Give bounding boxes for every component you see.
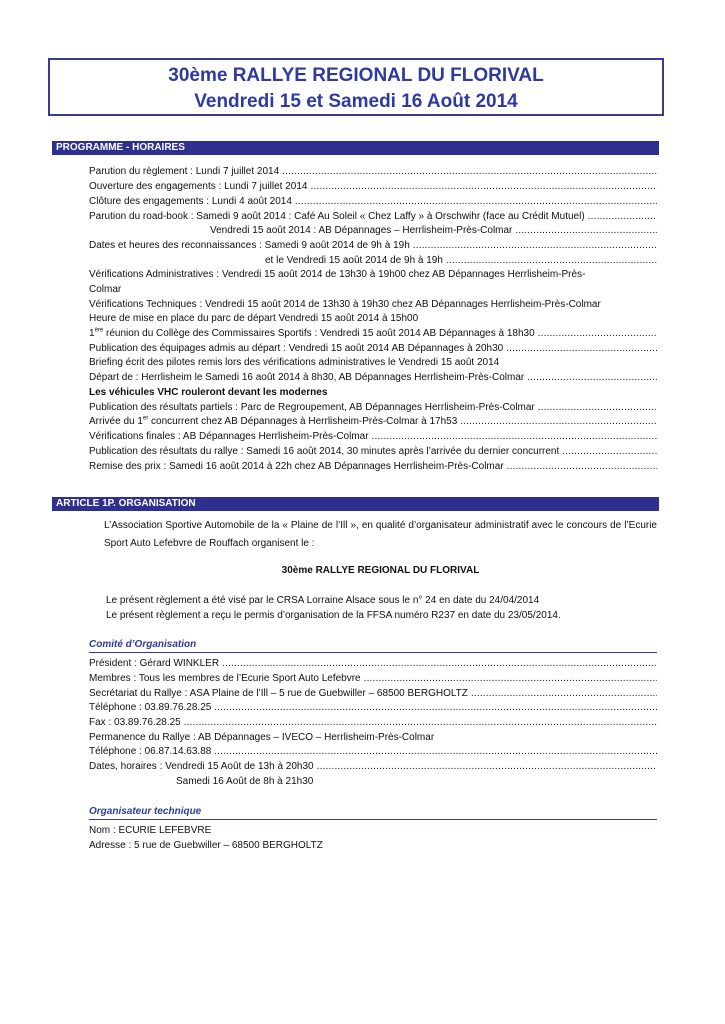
section-heading-programme: PROGRAMME - HORAIRES — [52, 141, 659, 155]
programme-item: Parution du règlement : Lundi 7 juillet 2014 ..... — [89, 164, 657, 179]
programme-item: Parution du road-book : Samedi 9 août 2014 : Café Au Soleil « Chez Laffy » à Orschwihr (face au Crédit Mutuel) ..... — [89, 209, 657, 224]
document-dates: Vendredi 15 et Samedi 16 Août 2014 — [194, 91, 518, 112]
comite-item: Président : Gérard WINKLER ..... — [89, 656, 657, 671]
comite-item: Samedi 16 Août de 8h à 21h30 — [176, 776, 314, 787]
programme-item: Colmar — [89, 284, 122, 295]
tech-item: Nom : ECURIE LEFEBVRE — [89, 825, 212, 836]
comite-item: Membres : Tous les membres de l’Ecurie Sport Auto Lefebvre ..... — [89, 671, 657, 686]
document-title: 30ème RALLYE REGIONAL DU FLORIVAL — [168, 65, 544, 86]
comite-item: Dates, horaires : Vendredi 15 Août de 13h à 20h30 ..... — [89, 759, 657, 774]
comite-item: Permanence du Rallye : AB Dépannages – IVECO – Herrlisheim-Près-Colmar — [89, 732, 435, 743]
tech-item: Adresse : 5 rue de Guebwiller – 68500 BERGHOLTZ — [89, 840, 323, 851]
programme-item: Vendredi 15 août 2014 : AB Dépannages – Herrlisheim-Près-Colmar ..... — [210, 223, 657, 238]
programme-item: Remise des prix : Samedi 16 août 2014 à 22h chez AB Dépannages Herrlisheim-Près-Colmar ..... — [89, 459, 657, 474]
programme-item: et le Vendredi 15 août 2014 de 9h à 19h ..... — [265, 253, 657, 268]
ordinal-number: 1 — [89, 328, 95, 339]
ordinal-suffix: ère — [94, 327, 104, 334]
programme-item: Dates et heures des reconnaissances : Samedi 9 août 2014 de 9h à 19h ..... — [89, 238, 657, 253]
programme-item-text: concurrent chez AB Dépannages à Herrlisheim-Près-Colmar à 17h53 — [151, 416, 458, 427]
programme-item: Départ de : Herrlisheim le Samedi 16 août 2014 à 8h30, AB Dépannages Herrlisheim-Près-Colmar ..... — [89, 370, 657, 385]
section-heading-organisation: ARTICLE 1P. ORGANISATION — [52, 497, 659, 511]
event-title: 30ème RALLYE REGIONAL DU FLORIVAL — [281, 565, 480, 576]
tech-heading: Organisateur technique — [89, 805, 657, 820]
programme-item: Clôture des engagements : Lundi 4 août 2014 ..... — [89, 194, 657, 209]
programme-item: Publication des résultats partiels : Parc de Regroupement, AB Dépannages Herrlisheim-Près-Colmar ..... — [89, 400, 657, 415]
programme-item-college — [89, 326, 657, 341]
programme-item: Briefing écrit des pilotes remis lors des vérifications administratives le Vendredi 15 août 2014 — [89, 357, 500, 368]
document-title-box — [48, 58, 664, 116]
comite-item: Téléphone : 03.89.76.28.25 ..... — [89, 700, 657, 715]
programme-item-text: réunion du Collège des Commissaires Sportifs : Vendredi 15 août 2014 AB Dépannages à 18h30 — [106, 328, 535, 339]
programme-item: Heure de mise en place du parc de départ Vendredi 15 août 2014 à 15h00 — [89, 313, 419, 324]
programme-item: Vérifications Administratives : Vendredi 15 août 2014 de 13h30 à 19h00 chez AB Dépannages Herrlisheim-Près- — [89, 269, 586, 280]
programme-item: Publication des équipages admis au départ : Vendredi 15 août 2014 AB Dépannages à 20h30 ..... — [89, 341, 657, 356]
programme-item-vhc: Les véhicules VHC rouleront devant les modernes — [89, 387, 328, 398]
programme-item-arrivee — [89, 414, 657, 429]
permis-statement: Le présent règlement a reçu le permis d’organisation de la FFSA numéro R237 en date du 23/05/2014. — [106, 610, 561, 621]
comite-heading: Comité d’Organisation — [89, 638, 657, 653]
arrivee-prefix: Arrivée du 1 — [89, 416, 143, 427]
comite-item: Fax : 03.89.76.28.25 ..... — [89, 715, 657, 730]
ordinal-suffix: er — [142, 415, 149, 422]
programme-item: Ouverture des engagements : Lundi 7 juillet 2014 ..... — [89, 179, 657, 194]
programme-item: Vérifications Techniques : Vendredi 15 août 2014 de 13h30 à 19h30 chez AB Dépannages Herrlisheim-Près-Colmar — [89, 299, 601, 310]
comite-item: Téléphone : 06.87.14.63.88 ..... — [89, 744, 657, 759]
visa-statement: Le présent règlement a été visé par le CRSA Lorraine Alsace sous le n° 24 en date du 24/04/2014 — [106, 595, 540, 606]
organisation-intro: L’Association Sportive Automobile de la « Plaine de l’Ill », en qualité d’organisateur administratif avec le concours de l’Ecurie Sport Auto Lefebvre de Rouffach organisent le : — [104, 520, 657, 549]
programme-item: Vérifications finales : AB Dépannages Herrlisheim-Près-Colmar ..... — [89, 429, 657, 444]
comite-item: Secrétariat du Rallye : ASA Plaine de l’Ill – 5 rue de Guebwiller – 68500 BERGHOLTZ ..... — [89, 686, 657, 701]
programme-item: Publication des résultats du rallye : Samedi 16 août 2014, 30 minutes après l’arrivée du dernier concurrent ..... — [89, 444, 657, 459]
